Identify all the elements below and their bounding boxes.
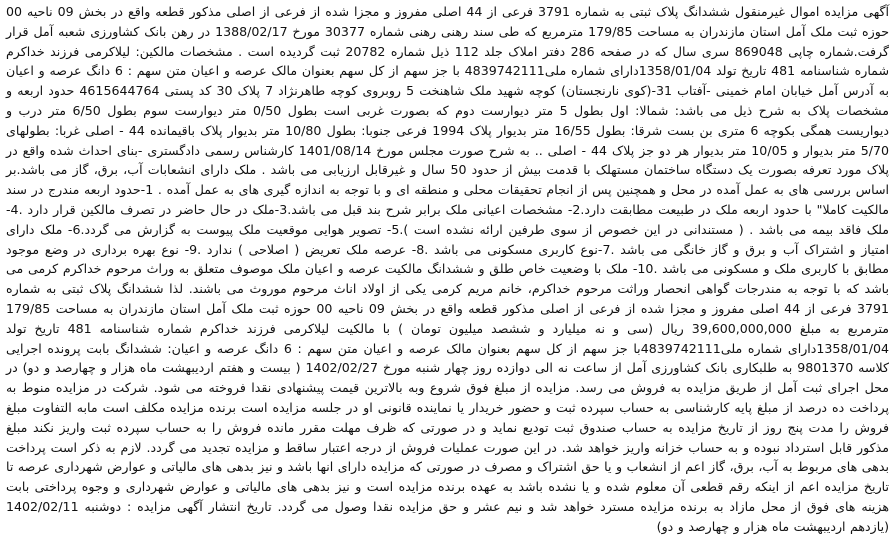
auction-notice-text: آگهی مزایده اموال غیرمنقول ششدانگ پلاک ثبتی به شماره 3791 فرعی از 44 اصلی مفروز و مجزا شده از فرعی از اصلی مذکور قطعه واقع در بخش 09 ناحیه 00 حوزه ثبت ملک آمل استان مازندران به مساحت 179/85 مترمربع که طی سند رهنی رهنی شماره 30377 مورخ 1388/02/17 در رهن بانک کشاورزی شعبه آمل قرار گرفت.شماره چاپی 869048 سری سال که در صفحه 286 دفتر املاک جلد 112 ذیل شماره 20782 ثبت گردیده است . مشخصات مالکین: لیلاکرمی فرزند خداکرم شماره شناسنامه 481 تاریخ تولد 1358/01/04دارای شماره ملی4839742111 با جز سهم از کل سهم بعنوان مالک عرصه و اعیان متن سهم : 6 دانگ عرصه و اعیان به آدرس آمل خیابان امام خمینی -آفتاب 31-(کوی نارنجستان) کوچه شهید ملک شاهنخت 5 روبروی کوچه طاهرنژاد 7 پلاک 30 کد پستی 4615644764 حدود اربعه و مشخصات پلاک به شرح ذیل می باشد: شمالا: اول بطول 5 متر دیوارست دوم که بصورت غربی است بطول 0/50 متر دیوارست سوم بطول 6/50 متر درب و دیواریست همگی بکوچه 6 متری بن بست شرقا: بطول 16/55 متر بدیوار پلاک 1994 فرعی جنوبا: بطول 10/80 متر بدیوار پلاک باقیمانده 44 - اصلی غربا: بطولهای 5/70 متر بدیوار و 10/05 متر بدیوار هر دو جز پلاک 44 - اصلی .. به شرح صورت مجلس مورخ 1401/08/14 کارشناس رسمی دادگستری -بنای احداث شده واقع در پلاک مورد تعرفه بصورت یک دستگاه ساختمان مستهلک با قدمت بیش از حدود 50 سال و غیرقابل ارزیابی می باشد . ملک دارای انشعابات آب، برق، گاز می باشد.بر اساس بررسی های به عمل آمده در محل و همچنین پس از انجام تحقیقات محلی و منطقه ای و با توجه به اندازه گیری های به عمل آمده . 1-حدود اربعه مندرج در سند مالکیت کاملا" با حدود اربعه ملک در طبیعت مطابقت دارد.2- مشخصات اعیانی ملک برابر شرح بند قبل می باشد.3-ملک در حال حاضر در تصرف مالکین قرار دارد .4- ملک فاقد بیمه می باشد . ( مستندانی در این خصوص از سوی طرفین ارائه نشده است ).5- تصویر هوایی موقعیت ملک پیوست به گزارش می گردد.6- ملک دارای امتیاز و اشتراک آب و برق و گاز خانگی می باشد .7-نوع کاربری مسکونی می باشد .8- عرصه ملک تعریض ( اصلاحی ) ندارد .9- نوع بهره برداری در وضع موجود مطابق با کاربری ملک و مسکونی می باشد .10- ملک با وضعیت خاص طلق و ششدانگ مالکیت عرصه و اعیان ملک موصوف متعلق به وراث مرحوم خداکرم کرمی می باشد که با توجه به مندرجات گواهی انحصار وراثت مرحوم خداکرم، خانم مریم کرمی یکی از اولاد اناث مرحوم موروث می باشند. لذا ششدانگ پلاک ثبتی به شماره 3791 فرعی از 44 اصلی مفروز و مجزا شده از فرعی از اصلی مذکور قطعه واقع در بخش 09 ناحیه 00 حوزه ثبت ملک آمل استان مازندران به مساحت 179/85 مترمربع به مبلغ 39,600,000,000 ریال (سی و نه میلیارد و ششصد میلیون تومان ) با مالکیت لیلاکرمی فرزند خداکرم شماره شناسنامه 481 تاریخ تولد 1358/01/04دارای شماره ملی4839742111با جز سهم از کل سهم بعنوان مالک عرصه و اعیان متن سهم : 6 دانگ عرصه و اعیان: ششدانگ بابت پرونده اجرایی کلاسه 9801370 به طلبکاری بانک کشاورزی آمل از ساعت نه الی دوازده روز چهار شنبه مورخ 1402/02/27 ( بیست و هفتم اردیبهشت ماه هزار و چهارصد و دو) در محل اجرای ثبت آمل از طریق مزایده به فروش می رسد. مزایده از مبلغ فوق شروع وبه بالاترین قیمت پیشنهادی نقدا فروخته می شود. شرکت در مزایده منوط به پرداخت ده درصد از مبلغ پایه کارشناسی به حساب سپرده ثبت و حضور خریدار یا نماینده قانونی او در جلسه مزایده است برنده مزایده مکلف است مابه التفاوت مبلغ فروش را مدت پنج روز از تاریخ مزایده به حساب صندوق ثبت تودیع نماید و در صورتی که ظرف مهلت مقرر مانده فروش را به حساب سپرده ثبت واریز نکند مبلغ مذکور قابل استرداد نبوده و به حساب خزانه واریز خواهد شد. در این صورت عملیات فروش از درجه اعتبار ساقط و مزایده تجدید می گردد. لازم به ذکر است پرداخت بدهی های مربوط به آب، برق، گاز اعم از انشعاب و یا حق اشتراک و مصرف در صورتی که مزایده دارای انها باشد و نیز بدهی های مالیاتی و عوارض شهرداری عرصه تا تاریخ مزایده اعم از اینکه رقم قطعی آن معلوم شده و یا نشده باشد به عهده برنده مزایده است و نیز بدهی های مالیاتی و عوارض شهرداری و وجوه پرداختی بابت هزینه های فوق از محل مازاد به برنده مزایده مسترد خواهد شد و نیم عشر و حق مزایده نقدا وصول می گردد. تاریخ انتشار آگهی مزایده : دوشنبه 1402/02/11 (یازدهم اردیبهشت ماه هزار و چهارصد و دو) bbox=[6, 4, 890, 534]
